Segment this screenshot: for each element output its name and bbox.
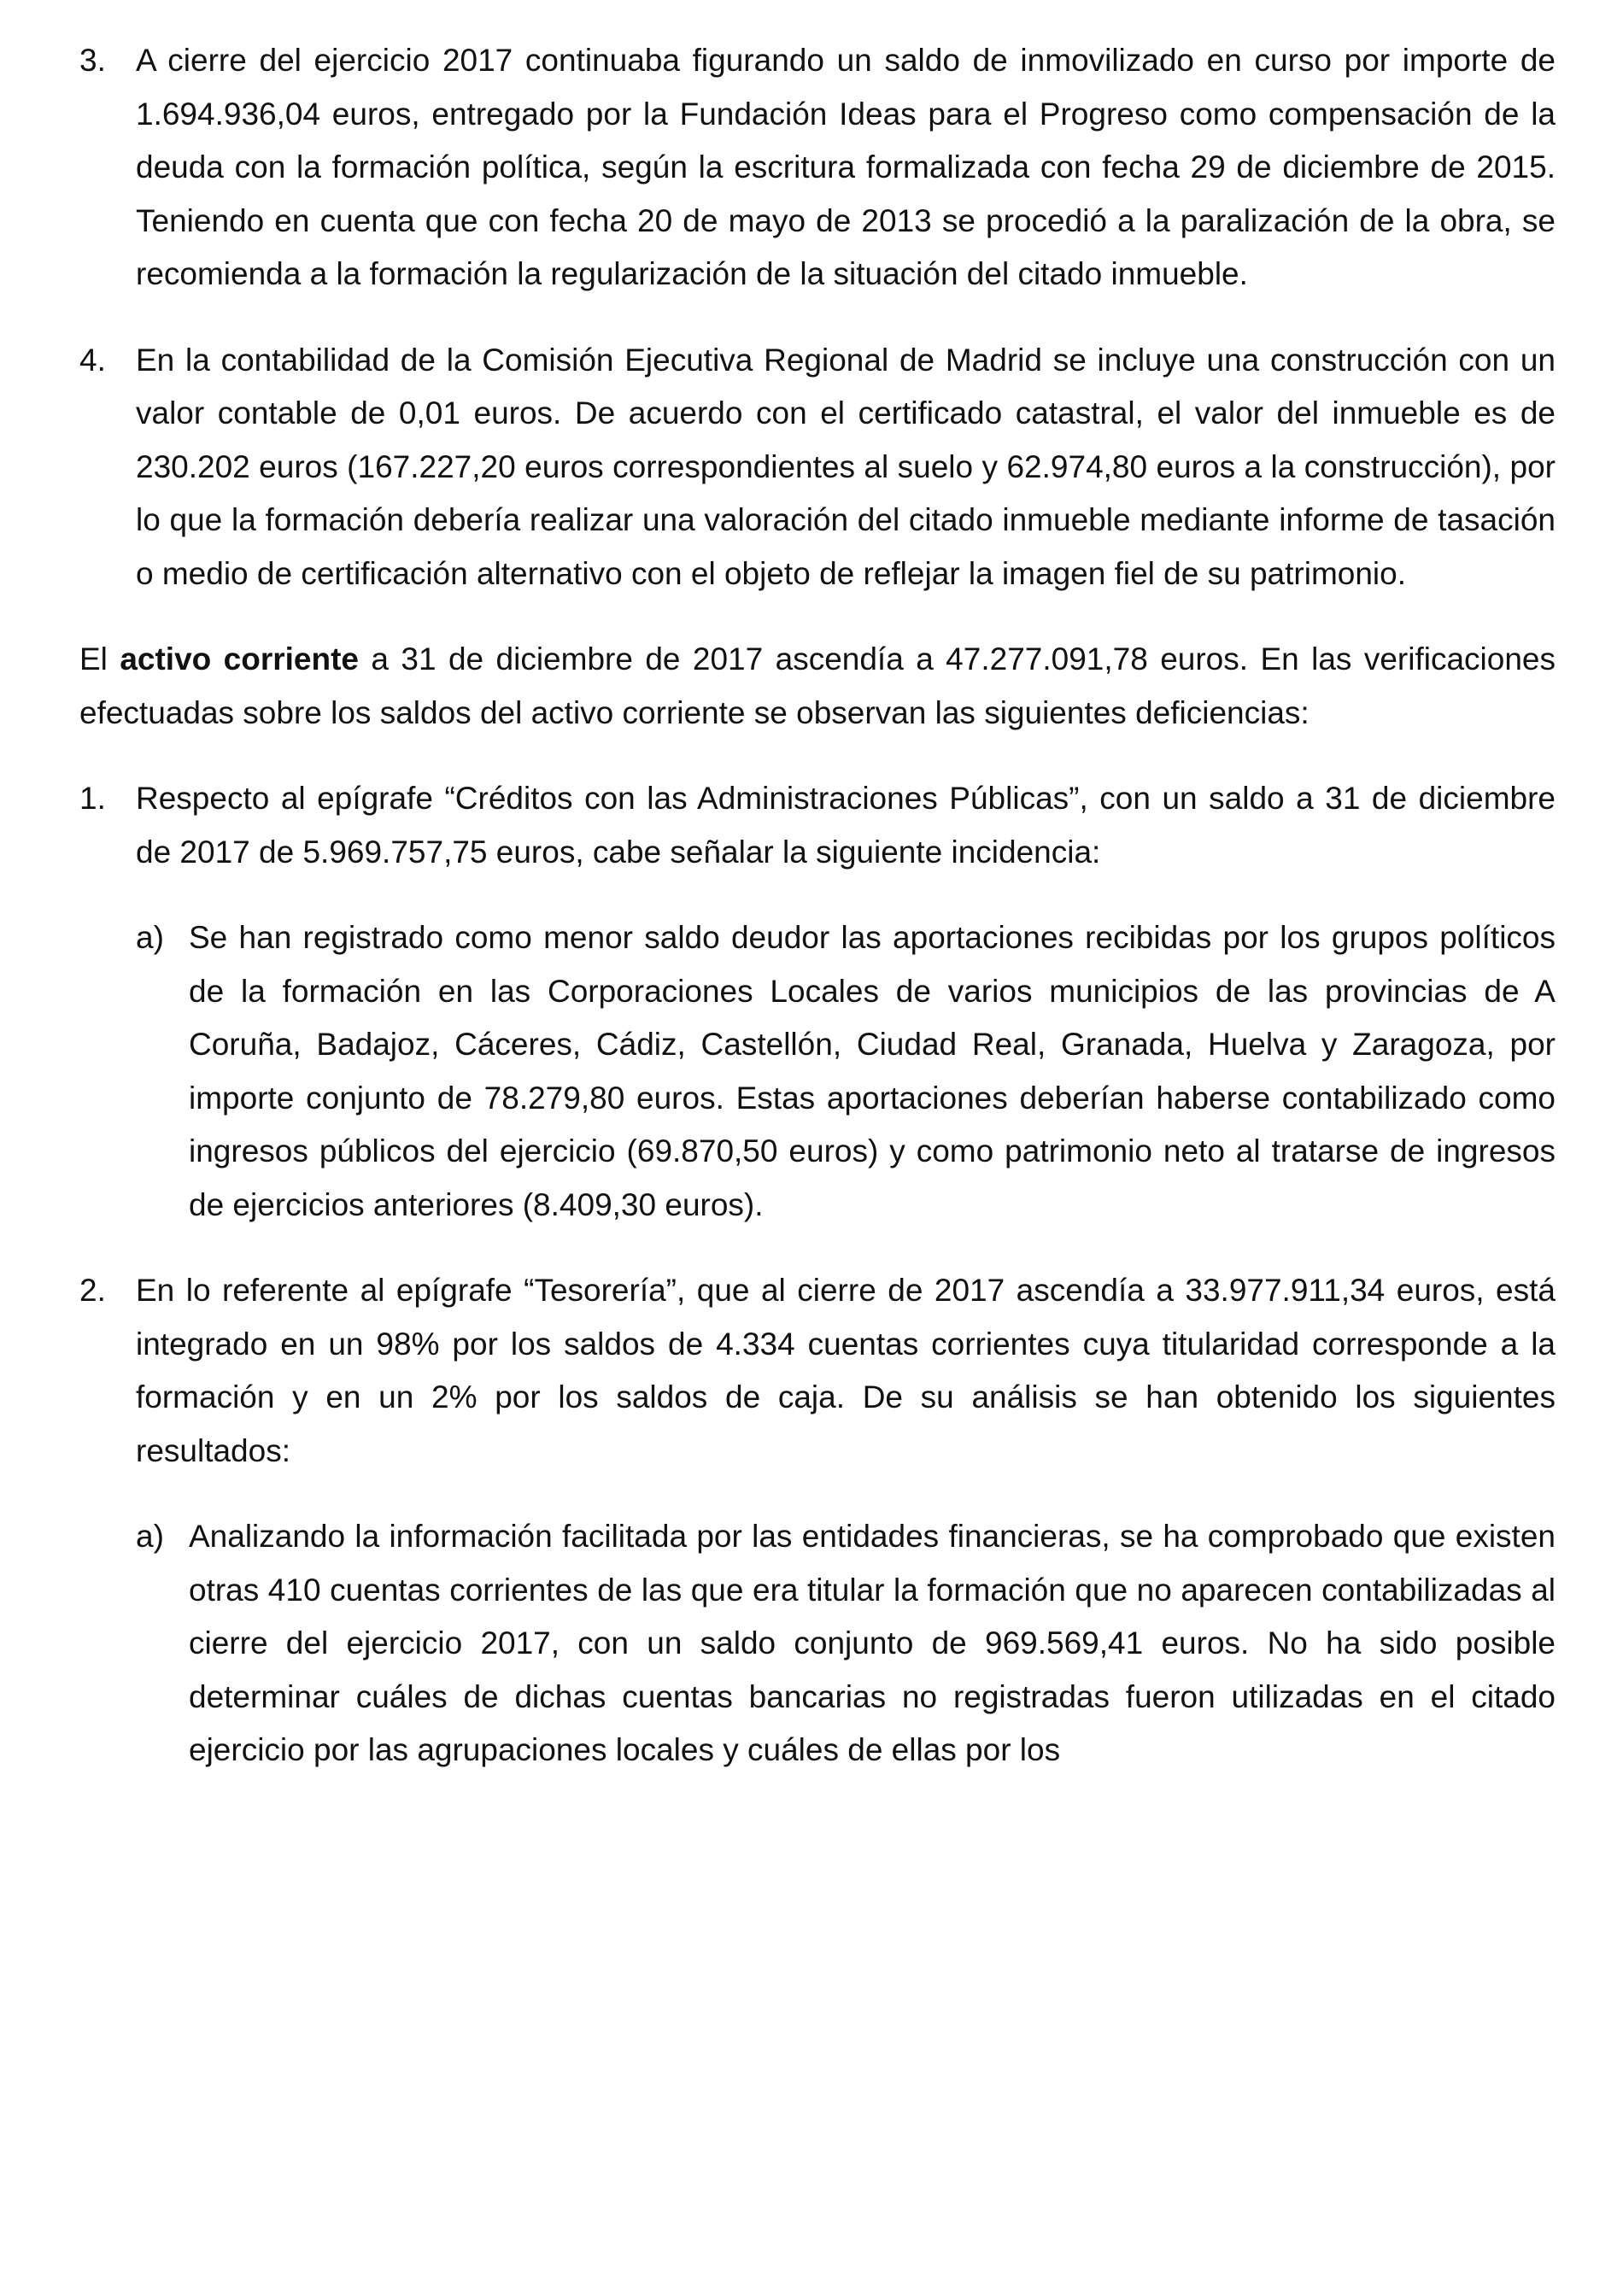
activo-corriente-paragraph (79, 633, 1556, 740)
sub-item-letter: a) (136, 1519, 164, 1554)
sub-item-text: Analizando la información facilitada por las entidades financieras, se ha comprobado que existen otras 410 cuentas corrientes de las que era titular la formación que no aparecen contabilizadas al cierre del ejercicio 2017, con un saldo conjunto de 969.569,41 euros. No ha sido posible determinar cuáles de dichas cuentas bancarias no registradas fueron utilizadas en el citado ejercicio por las agrupaciones locales y cuáles de ellas por los (189, 1519, 1556, 1767)
spacer (79, 740, 1556, 772)
sub-item-1a (136, 911, 1556, 1232)
sub-item-2a (136, 1510, 1556, 1778)
paragraph-text-rest: a 31 de diciembre de 2017 ascendía a 47.277.091,78 euros. En las verificaciones efectuadas sobre los saldos del activo corriente se observan las siguientes deficiencias: (79, 641, 1556, 730)
list-item-text: A cierre del ejercicio 2017 continuaba figurando un saldo de inmovilizado en curso por importe de 1.694.936,04 euros, entregado por la Fundación Ideas para el Progreso como compensación de la deuda con la formación política, según la escritura formalizada con fecha 29 de diciembre de 2015. Teniendo en cuenta que con fecha 20 de mayo de 2013 se procedió a la paralización de la obra, se recomienda a la formación la regularización de la situación del citado inmueble. (136, 43, 1556, 291)
paragraph-text-start: El (79, 641, 120, 676)
list-number: 1. (79, 781, 106, 816)
list-item-text: En lo referente al epígrafe “Tesorería”, que al cierre de 2017 ascendía a 33.977.911,34 euros, está integrado en un 98% por los saldos de 4.334 cuentas corrientes cuya titularidad corresponde a la formación y en un 2% por los saldos de caja. De su análisis se han obtenido los siguientes resultados: (136, 1273, 1556, 1468)
list-item-text: Respecto al epígrafe “Créditos con las Administraciones Públicas”, con un saldo a 31 de diciembre de 2017 de 5.969.757,75 euros, cabe señalar la siguiente incidencia: (136, 781, 1556, 870)
list-item-text: En la contabilidad de la Comisión Ejecutiva Regional de Madrid se incluye una construcción con un valor contable de 0,01 euros. De acuerdo con el certificado catastral, el valor del inmueble es de 230.202 euros (167.227,20 euros correspondientes al suelo y 62.974,80 euros a la construcción), por lo que la formación debería realizar una valoración del citado inmueble mediante informe de tasación o medio de certificación alternativo con el objeto de reflejar la imagen fiel de su patrimonio. (136, 342, 1556, 591)
list-item-2 (79, 1264, 1556, 1478)
list-item-3 (79, 34, 1556, 302)
spacer (79, 1478, 1556, 1510)
list-item-1 (79, 772, 1556, 879)
list-item-4 (79, 334, 1556, 601)
spacer (79, 879, 1556, 911)
sub-item-text: Se han registrado como menor saldo deudor las aportaciones recibidas por los grupos políticos de la formación en las Corporaciones Locales de varios municipios de las provincias de A Coruña, Badajoz, Cáceres, Cádiz, Castellón, Ciudad Real, Granada, Huelva y Zaragoza, por importe conjunto de 78.279,80 euros. Estas aportaciones deberían haberse contabilizado como ingresos públicos del ejercicio (69.870,50 euros) y como patrimonio neto al tratarse de ingresos de ejercicios anteriores (8.409,30 euros). (189, 920, 1556, 1222)
sub-item-letter: a) (136, 920, 164, 955)
list-number: 3. (79, 43, 106, 78)
spacer (79, 1232, 1556, 1264)
list-number: 2. (79, 1273, 106, 1308)
bold-term: activo corriente (120, 641, 359, 676)
document-page (79, 34, 1556, 1778)
spacer (79, 600, 1556, 633)
spacer (79, 302, 1556, 334)
list-number: 4. (79, 342, 106, 378)
